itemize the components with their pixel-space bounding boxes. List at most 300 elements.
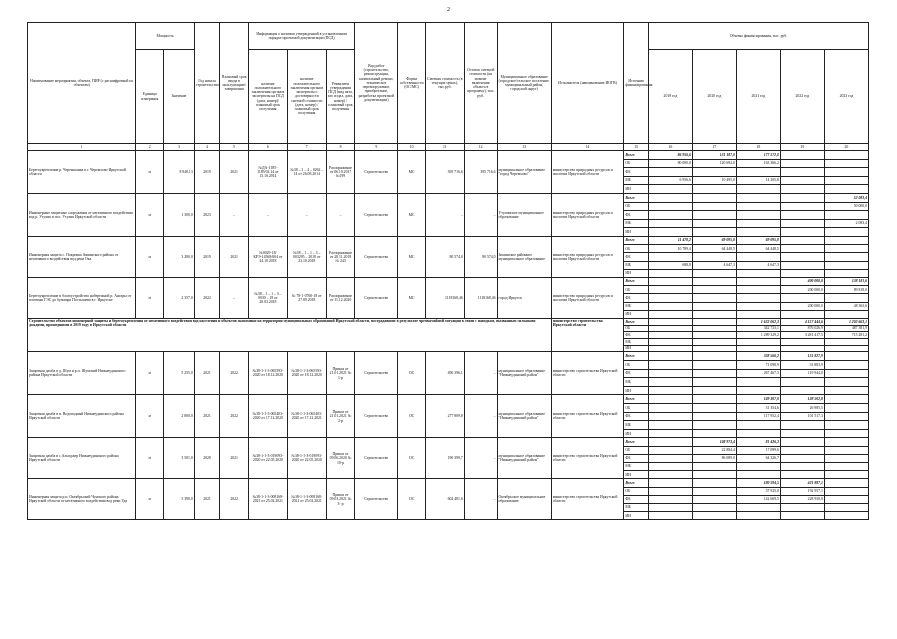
funding-value — [824, 253, 868, 261]
funding-source: МБ — [624, 261, 649, 269]
column-number: 5 — [220, 144, 249, 151]
funding-value — [736, 378, 780, 387]
object-end-year: 2022 — [220, 395, 249, 438]
funding-value — [736, 286, 780, 294]
funding-value — [824, 310, 868, 318]
funding-value — [824, 438, 868, 446]
object-estimate: 190 399,7 — [425, 438, 464, 479]
object-unit: м — [136, 479, 164, 520]
column-number: 11 — [425, 144, 464, 151]
funding-value — [648, 302, 692, 310]
object-municipality: муниципальное образование "город Черемхово" — [497, 151, 551, 194]
funding-value — [824, 176, 868, 185]
funding-value — [736, 294, 780, 302]
object-value: 1 300,0 — [164, 194, 195, 237]
funding-value: 117 952,4 — [736, 412, 780, 421]
funding-value — [692, 168, 736, 177]
object-estimate: 395 716,6 — [425, 151, 464, 194]
header-psd: Информация о наличии утвержденной в установленном порядке проектной документации (ПСД) — [248, 23, 354, 50]
funding-value: 163 366,2 — [736, 159, 780, 168]
object-approval: Приказ от 21.01.2021 № 1-р — [326, 352, 355, 395]
funding-value — [824, 512, 868, 520]
funding-value — [648, 339, 692, 346]
funding-value — [824, 479, 868, 487]
financing-table — [27, 22, 869, 520]
funding-value — [692, 202, 736, 211]
funding-value — [648, 228, 692, 237]
object-ownership: МС — [398, 237, 426, 278]
funding-value — [648, 463, 692, 471]
funding-source: МБ — [624, 378, 649, 387]
object-expertise: №0029-18/КРЭ-14568/604 от 24.10.2018 — [248, 237, 287, 278]
funding-value — [692, 512, 736, 520]
funding-value — [648, 286, 692, 294]
funding-value — [648, 332, 692, 339]
funding-source: Всего — [624, 438, 649, 446]
funding-source: ФБ — [624, 294, 649, 302]
funding-value — [648, 352, 692, 361]
funding-source: МБ — [624, 176, 649, 185]
header-unit: Единица измерения — [136, 50, 164, 144]
funding-value — [692, 286, 736, 294]
header-name: Наименование мероприятия, объекта, ПИР (с расшифровкой по объектам) — [28, 23, 136, 144]
funding-value: 487 381,9 — [824, 325, 868, 332]
funding-source: Всего — [624, 278, 649, 286]
funding-value — [692, 294, 736, 302]
funding-value — [648, 369, 692, 378]
funding-source: ФБ — [624, 412, 649, 421]
object-approval: Приказ от 09.06.2020 № 10-р — [326, 438, 355, 479]
funding-value: 64 448,5 — [692, 245, 736, 253]
funding-source: ИИ — [624, 512, 649, 520]
object-approval: Распоряжение от 11.12.2020 — [326, 278, 355, 319]
object-expertise: №38-1-1-3-065403-2020 от 17.12.2020 — [248, 395, 287, 438]
header-estimate: Сметная стоимость (в текущих ценах), тыс.руб. — [425, 23, 464, 144]
object-ownership: ОС — [398, 438, 426, 479]
object-approval: Распоряжение от 06.10.2017 №199 — [326, 151, 355, 194]
funding-source: Всего — [624, 237, 649, 245]
object-value: 8 948,13 — [164, 151, 195, 194]
funding-value — [824, 294, 868, 302]
funding-value: 228 930,0 — [780, 495, 824, 503]
object-ownership: ОС — [398, 479, 426, 520]
column-number-row — [28, 144, 869, 151]
object-estimate: – — [425, 194, 464, 237]
funding-value — [780, 429, 824, 438]
funding-value — [824, 352, 868, 361]
funding-source: ОБ — [624, 159, 649, 168]
funding-value — [648, 211, 692, 220]
object-value: 5 390,0 — [164, 479, 195, 520]
funding-value — [692, 361, 736, 370]
funding-value — [648, 438, 692, 446]
object-end-year: 2021 — [220, 151, 249, 194]
object-remainder: 80 574,0 — [464, 237, 497, 278]
funding-value — [824, 361, 868, 370]
object-estimate: 490 396,1 — [425, 352, 464, 395]
funding-value: 10 789,4 — [648, 245, 692, 253]
object-name: Защитная дамба в с.Алыгджер Нижнеудинского района Иркутской области — [28, 438, 136, 479]
table-row — [28, 438, 869, 446]
funding-value — [824, 168, 868, 177]
funding-value — [648, 471, 692, 479]
funding-source: ОБ — [624, 202, 649, 211]
funding-value: 69 095,8 — [736, 237, 780, 245]
header-expertise: наличие положительного заключения органов экспертизы на ПСД (дата, номер)/плановый срок получения — [248, 50, 287, 144]
funding-source: МБ — [624, 339, 649, 346]
object-start-year: 2021 — [194, 395, 220, 438]
funding-value: 421 887,1 — [780, 479, 824, 487]
funding-value: 120 692,0 — [692, 159, 736, 168]
funding-value — [692, 471, 736, 479]
object-value: 2 800,0 — [164, 395, 195, 438]
funding-value — [692, 194, 736, 203]
object-start-year: 2021 — [194, 479, 220, 520]
funding-source: Всего — [624, 352, 649, 361]
funding-value: 26 985,5 — [780, 404, 824, 413]
object-value: 3 501,0 — [164, 438, 195, 479]
funding-source: Всего — [624, 479, 649, 487]
object-remainder: 395 716,6 — [464, 151, 497, 194]
funding-value — [736, 269, 780, 277]
funding-value — [648, 202, 692, 211]
funding-value — [692, 310, 736, 318]
funding-value — [824, 245, 868, 253]
object-executor: министерство природных ресурсов и экологии Иркутской области — [551, 151, 624, 194]
funding-value — [780, 345, 824, 352]
funding-value — [824, 269, 868, 277]
object-end-year: 2022 — [220, 479, 249, 520]
object-end-year: 2021 — [220, 237, 249, 278]
funding-value — [692, 319, 736, 326]
funding-value — [824, 228, 868, 237]
object-end-year: 2022 — [220, 352, 249, 395]
funding-value — [648, 278, 692, 286]
object-end-year: – — [220, 278, 249, 319]
object-cost-check: №38-1-1-3-065403-2020 от 17.12.2021 — [287, 395, 326, 438]
funding-value: 11 478,2 — [648, 237, 692, 245]
funding-value: 108 973,4 — [692, 438, 736, 446]
object-executor: министерство природных ресурсов и экологии Иркутской области — [551, 237, 624, 278]
funding-value: 2 083,4 — [824, 219, 868, 228]
object-municipality: город Иркутск — [497, 278, 551, 319]
funding-value — [692, 228, 736, 237]
object-start-year: 2019 — [194, 237, 220, 278]
column-number: 19 — [780, 144, 824, 151]
funding-value — [692, 487, 736, 495]
funding-source: ФБ — [624, 332, 649, 339]
funding-source: ОБ — [624, 325, 649, 332]
funding-value — [780, 512, 824, 520]
funding-source: ИИ — [624, 228, 649, 237]
funding-value — [692, 332, 736, 339]
table-row — [28, 151, 869, 160]
object-executor: министерство природных ресурсов и экологии Иркутской области — [551, 194, 624, 237]
object-executor: министерство строительства Иркутской области — [551, 438, 624, 479]
funding-value — [780, 294, 824, 302]
funding-value — [736, 463, 780, 471]
funding-value — [780, 454, 824, 462]
funding-value — [736, 504, 780, 512]
funding-value — [780, 245, 824, 253]
funding-source: ФБ — [624, 454, 649, 462]
funding-value — [824, 378, 868, 387]
funding-source: ОБ — [624, 487, 649, 495]
header-source: Источник финансирования — [624, 23, 649, 144]
object-work-type: Строительство — [355, 438, 398, 479]
funding-value — [692, 219, 736, 228]
funding-value: 149 307,0 — [736, 395, 780, 404]
table-body — [28, 144, 869, 520]
funding-value — [780, 202, 824, 211]
header-work-type: Вид работ (строительство, реконструкция, капитальный ремонт, техническое перевооружение, приобретение, разработка проектной документации) — [355, 23, 398, 144]
funding-value — [824, 421, 868, 430]
object-municipality: Утулинское муниципальное образование — [497, 194, 551, 237]
column-number: 13 — [497, 144, 551, 151]
header-municipality: Муниципальное образование (городское/сельское поселение, муниципальный район, городской округ) — [497, 23, 551, 144]
funding-value — [780, 339, 824, 346]
funding-value — [692, 369, 736, 378]
funding-value: 1 289 329,2 — [736, 332, 780, 339]
header-remainder: Остаток сметной стоимости (на момент включения объекта в программу), тыс. руб. — [464, 23, 497, 144]
funding-source: ОБ — [624, 446, 649, 454]
funding-value — [648, 294, 692, 302]
funding-value — [648, 512, 692, 520]
funding-value: 1 632 062,3 — [736, 319, 780, 326]
object-cost-check: №38-1-1-3-065593-2020 от 18.12.2020 — [287, 352, 326, 395]
funding-value — [692, 463, 736, 471]
object-work-type: Строительство — [355, 395, 398, 438]
header-executor: Исполнитель (наименование ИОГВ) — [551, 23, 624, 144]
header-year-2020: 2020 год — [692, 50, 736, 144]
object-name: Инженерные защитные сооружения от негативного воздействия вод р. Утулик в пос. Утулик Иркутской области — [28, 194, 136, 237]
funding-value — [648, 504, 692, 512]
funding-source: МБ — [624, 504, 649, 512]
funding-value — [780, 438, 824, 446]
funding-value — [824, 339, 868, 346]
header-capacity: Мощность — [136, 23, 194, 50]
funding-value — [780, 185, 824, 194]
object-ownership: МС — [398, 194, 426, 237]
object-work-type: Строительство — [355, 194, 398, 237]
funding-source: ИИ — [624, 269, 649, 277]
funding-value — [648, 429, 692, 438]
column-number: 2 — [136, 144, 164, 151]
funding-value — [692, 211, 736, 220]
funding-value — [824, 412, 868, 421]
funding-value — [780, 378, 824, 387]
object-approval: Распоряжение от 28.11.2018 № 243 — [326, 237, 355, 278]
object-start-year: 2022 — [194, 278, 220, 319]
object-expertise: №38-1-1-3-065593-2020 от 18.12.2020 — [248, 352, 287, 395]
funding-value — [824, 471, 868, 479]
object-unit: м — [136, 438, 164, 479]
funding-value: 200 000,0 — [780, 286, 824, 294]
funding-value — [648, 345, 692, 352]
object-ownership: МС — [398, 151, 426, 194]
object-municipality: муниципальное образование "Нижнеудинский район" — [497, 438, 551, 479]
object-unit: м — [136, 352, 164, 395]
funding-value — [824, 159, 868, 168]
funding-value — [780, 253, 824, 261]
column-number: 7 — [287, 144, 326, 151]
object-value: 3 280,0 — [164, 237, 195, 278]
funding-value — [648, 168, 692, 177]
funding-value: 64 326,7 — [736, 454, 780, 462]
object-name: Инженерная защита с. Покровка Зиминского района от негативного воздействия вод реки Ока — [28, 237, 136, 278]
funding-value: 48 363,6 — [824, 302, 868, 310]
object-approval: – — [326, 194, 355, 237]
section-title: Строительство объектов инженерной защиты и берегоукрепления от негативного воздействия вод населения и объектов экономики на территории муниципальных образований Иркутской области, пострадавших в результате чрезвычайной ситуации в связи с паводком, вызванным сильными дождями, прошедшими в 2019 году в Иркутской области — [28, 319, 552, 352]
funding-source: ИИ — [624, 185, 649, 194]
object-cost-check: № 78-1-0760-18 от 27.09.2018 — [287, 278, 326, 319]
funding-value — [736, 429, 780, 438]
object-value: 5 255,0 — [164, 352, 195, 395]
object-start-year: 2021 — [194, 352, 220, 395]
funding-value — [648, 421, 692, 430]
funding-value: 64 448,5 — [736, 245, 780, 253]
funding-value — [824, 395, 868, 404]
object-remainder: – — [464, 352, 497, 395]
object-expertise: – — [248, 194, 287, 237]
funding-value — [780, 261, 824, 269]
funding-source: ФБ — [624, 369, 649, 378]
funding-value — [824, 495, 868, 503]
funding-value: 10 495,0 — [692, 176, 736, 185]
object-cost-check: №38-1-1-3-008168-2021 от 25.02.2021 — [287, 479, 326, 520]
funding-value: 342 733,1 — [736, 325, 780, 332]
funding-value — [780, 228, 824, 237]
section-row — [28, 319, 869, 326]
funding-source: Всего — [624, 151, 649, 160]
funding-value: 267 467,3 — [736, 369, 780, 378]
object-end-year: – — [220, 194, 249, 237]
funding-value — [692, 429, 736, 438]
funding-value — [824, 369, 868, 378]
column-number: 18 — [736, 144, 780, 151]
object-unit: м — [136, 278, 164, 319]
object-expertise: №ДА-1185-1185/02.14 от 15.10.2014 — [248, 151, 287, 194]
funding-value — [692, 345, 736, 352]
funding-value — [692, 479, 736, 487]
funding-value — [648, 253, 692, 261]
funding-value — [648, 412, 692, 421]
object-expertise: №38-1-1-3-008168-2021 от 25.02.2021 — [248, 479, 287, 520]
funding-value: 119 944,0 — [780, 369, 824, 378]
header-year-2023: 2023 год — [824, 50, 868, 144]
funding-value — [824, 429, 868, 438]
funding-value — [780, 421, 824, 430]
funding-value — [736, 185, 780, 194]
object-unit: м — [136, 395, 164, 438]
funding-value: 1 202 663,1 — [824, 319, 868, 326]
funding-value: 131 187,0 — [692, 151, 736, 160]
funding-source: ИИ — [624, 471, 649, 479]
object-name: Инженерная защита р.п. Октябрьский Чунского района Иркутской области от негативного воздействия вод реки Уда — [28, 479, 136, 520]
funding-value: 200 000,0 — [780, 302, 824, 310]
funding-value — [692, 302, 736, 310]
funding-value — [692, 495, 736, 503]
funding-value: 4 647,3 — [692, 261, 736, 269]
funding-value — [780, 211, 824, 220]
funding-value: 142 669,5 — [736, 495, 780, 503]
funding-value — [780, 159, 824, 168]
header-volume: Объемы финансирования, тыс. руб. — [648, 23, 868, 50]
funding-value — [780, 504, 824, 512]
funding-source: Всего — [624, 319, 649, 326]
object-ownership: ОС — [398, 395, 426, 438]
object-start-year: 2020 — [194, 438, 220, 479]
page-number: 2 — [447, 7, 450, 13]
funding-value: 50 000,0 — [824, 202, 868, 211]
object-approval: Приказ от 21.01.2021 № 2-р — [326, 395, 355, 438]
funding-value: 80 000,0 — [648, 159, 692, 168]
funding-value — [692, 404, 736, 413]
funding-value — [780, 386, 824, 395]
table-row — [28, 352, 869, 361]
funding-value — [692, 339, 736, 346]
funding-value — [692, 278, 736, 286]
funding-value — [780, 471, 824, 479]
funding-value — [692, 352, 736, 361]
column-number: 15 — [624, 144, 649, 151]
object-unit: м — [136, 237, 164, 278]
funding-value: 86 089,0 — [692, 454, 736, 462]
object-estimate: 80 574,0 — [425, 237, 464, 278]
funding-value: 138 181,6 — [824, 278, 868, 286]
header-ownership: Форма собственности (ОС/МС) — [398, 23, 426, 144]
column-number: 20 — [824, 144, 868, 151]
funding-value — [736, 512, 780, 520]
funding-value — [736, 310, 780, 318]
object-expertise: №38-1-1-3-019093-2020 от 22.05.2020 — [248, 438, 287, 479]
funding-value: 71 098,9 — [736, 361, 780, 370]
object-executor: министерство строительства Иркутской области — [551, 479, 624, 520]
object-unit: м — [136, 151, 164, 194]
funding-value: 31 354,6 — [736, 404, 780, 413]
object-remainder: – — [464, 395, 497, 438]
object-value: 2 357,0 — [164, 278, 195, 319]
funding-value — [692, 412, 736, 421]
funding-value — [648, 194, 692, 203]
funding-value: 3 281 417,5 — [780, 332, 824, 339]
object-cost-check: №38 – 1 – 4 – 0262 – 14 от 26.08.2014 — [287, 151, 326, 194]
object-ownership: МС — [398, 278, 426, 319]
object-executor: министерство строительства Иркутской области — [551, 352, 624, 395]
funding-value — [736, 253, 780, 261]
object-expertise: №38 – 1 – 1 – 3 – 0030 – 18 от 28.03.2018 — [248, 278, 287, 319]
funding-value — [692, 185, 736, 194]
funding-value: 101 517,3 — [780, 412, 824, 421]
funding-source: ФБ — [624, 168, 649, 177]
object-executor: министерство строительства Иркутской области — [551, 395, 624, 438]
column-number: 12 — [464, 144, 497, 151]
funding-value — [648, 269, 692, 277]
funding-value: 4 157 444,6 — [780, 319, 824, 326]
funding-value — [648, 386, 692, 395]
funding-value — [648, 185, 692, 194]
funding-source: МБ — [624, 463, 649, 471]
funding-value — [736, 168, 780, 177]
object-municipality: Октябрьское муниципальное образование — [497, 479, 551, 520]
table-row — [28, 278, 869, 286]
funding-value: 688,8 — [648, 261, 692, 269]
object-name: Берегоукрепление и благоустройство набережной р. Ангары от плотины ГЭС до бульвара Постышева в г. Иркутске — [28, 278, 136, 319]
funding-source: МБ — [624, 302, 649, 310]
funding-source: Всего — [624, 395, 649, 404]
object-work-type: Строительство — [355, 278, 398, 319]
funding-value — [780, 168, 824, 177]
